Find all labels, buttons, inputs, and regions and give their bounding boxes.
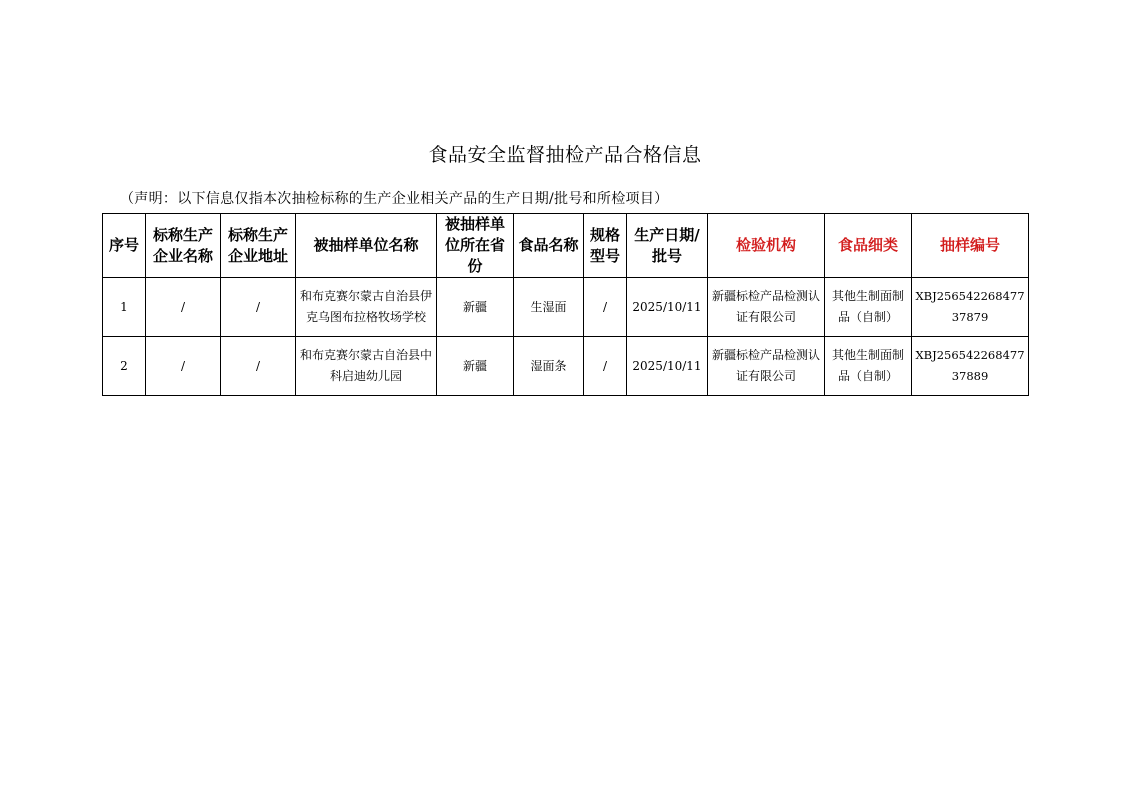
inspection-table bbox=[102, 213, 1029, 396]
cell-serial-no: 2 bbox=[103, 337, 146, 396]
cell-sample-code: XBJ25654226847737879 bbox=[912, 278, 1029, 337]
cell-production-date: 2025/10/11 bbox=[627, 278, 708, 337]
header-sampled-unit: 被抽样单位名称 bbox=[296, 214, 437, 278]
header-food-category: 食品细类 bbox=[825, 214, 912, 278]
page-title: 食品安全监督抽检产品合格信息 bbox=[428, 144, 702, 166]
cell-serial-no: 1 bbox=[103, 278, 146, 337]
header-food-name: 食品名称 bbox=[514, 214, 584, 278]
cell-province: 新疆 bbox=[437, 337, 514, 396]
cell-inspection-lab: 新疆标检产品检测认证有限公司 bbox=[708, 337, 825, 396]
cell-sampled-unit: 和布克赛尔蒙古自治县中科启迪幼儿园 bbox=[296, 337, 437, 396]
cell-sample-code: XBJ25654226847737889 bbox=[912, 337, 1029, 396]
cell-spec: / bbox=[584, 337, 627, 396]
header-production-date: 生产日期/批号 bbox=[627, 214, 708, 278]
header-province: 被抽样单位所在省份 bbox=[437, 214, 514, 278]
cell-production-date: 2025/10/11 bbox=[627, 337, 708, 396]
header-sample-code: 抽样编号 bbox=[912, 214, 1029, 278]
header-inspection-lab: 检验机构 bbox=[708, 214, 825, 278]
cell-food-name: 生湿面 bbox=[514, 278, 584, 337]
header-serial-no: 序号 bbox=[103, 214, 146, 278]
header-spec: 规格型号 bbox=[584, 214, 627, 278]
table-row bbox=[103, 337, 1029, 396]
cell-spec: / bbox=[584, 278, 627, 337]
cell-producer-address: / bbox=[221, 278, 296, 337]
disclaimer-notice: （声明：以下信息仅指本次抽检标称的生产企业相关产品的生产日期/批号和所检项目） bbox=[120, 191, 669, 207]
cell-province: 新疆 bbox=[437, 278, 514, 337]
cell-sampled-unit: 和布克赛尔蒙古自治县伊克乌图布拉格牧场学校 bbox=[296, 278, 437, 337]
table-header-row bbox=[103, 214, 1029, 278]
cell-producer-address: / bbox=[221, 337, 296, 396]
header-producer-name: 标称生产企业名称 bbox=[146, 214, 221, 278]
cell-inspection-lab: 新疆标检产品检测认证有限公司 bbox=[708, 278, 825, 337]
cell-producer-name: / bbox=[146, 337, 221, 396]
cell-food-name: 湿面条 bbox=[514, 337, 584, 396]
cell-producer-name: / bbox=[146, 278, 221, 337]
cell-food-category: 其他生制面制品（自制） bbox=[825, 337, 912, 396]
table-row bbox=[103, 278, 1029, 337]
cell-food-category: 其他生制面制品（自制） bbox=[825, 278, 912, 337]
header-producer-address: 标称生产企业地址 bbox=[221, 214, 296, 278]
